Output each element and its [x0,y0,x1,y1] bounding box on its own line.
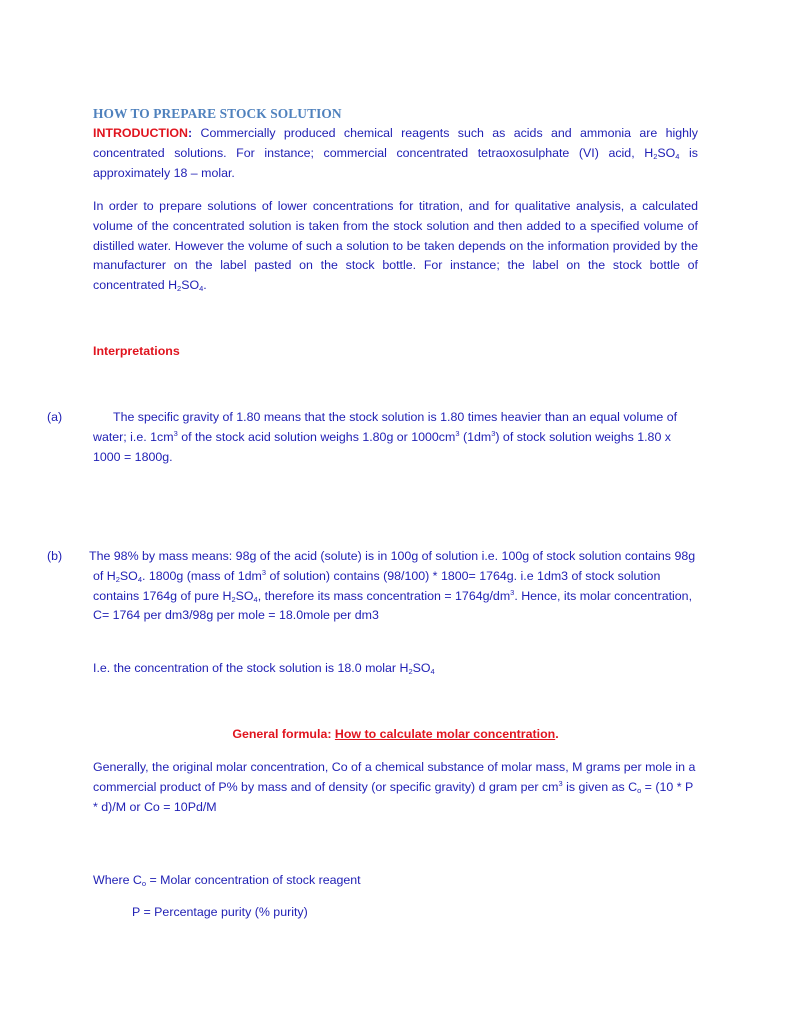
where-line: Where $C_o$ = Molar concentration of stock reagent [93,873,361,888]
percentage-purity-line: P = Percentage purity (% purity) [132,905,308,919]
molar-concentration-link[interactable]: How to calculate molar concentration [334,727,556,741]
concentration-summary: I.e. the concentration of the stock solution is 18.0 molar $H_2SO_4$ [93,661,435,676]
intro-paragraph: INTRODUCTION: Commercially produced chemical reagents such as acids and ammonia are highly concentrated solutions. For instance; commercial concentrated tetraoxosulphate (VI) acid, $H_2SO_4$ is approximately 18 – molar. [93,126,698,180]
item-a-label: (a) [47,410,63,424]
page-title: HOW TO PREPARE STOCK SOLUTION [93,106,342,121]
item-b-label: (b) [47,549,63,563]
formula-paragraph: Generally, the original molar concentration, Co of a chemical substance of molar mass, M grams per mole in a commercial product of P% by mass and of density (or specific gravity) d gram per $cm^3$ is given as $C_o = (10 * P * d)/M$ or Co = 10Pd/M [93,760,696,814]
intro-colon: : [188,126,193,140]
item-a-text: The specific gravity of 1.80 means that the stock solution is 1.80 times heavier than an equal volume of water; i.e. $1cm^3$ of the stock acid solution weighs 1.80g or $1000cm^3$ $(1dm^3)$ of stock solution weighs 1.80 x 1000 = 1800g. [93,410,678,464]
item-b-text: The 98% by mass means: 98g of the acid (solute) is in 100g of solution i.e. 100g of stock solution contains 98g of $H_2SO_4$. 1800g (mass of $1dm^3$ of solution) contains (98/100) * 1800= 1764g. i.e 1dm3 of stock solution contains 1764g of pure $H_2SO_4$, therefore its mass concentration = $1764g/dm^3$. Hence, its molar concentration, C= 1764 per dm3/98g per mole = 18.0mole per dm3 [89,549,696,623]
intro-label: INTRODUCTION [93,126,188,140]
preparation-paragraph: In order to prepare solutions of lower concentrations for titration, and for qualitative analysis, a calculated volume of the concentrated solution is taken from the stock solution and then added to a specified volume of distilled water. However the volume of such a solution to be taken depends on the information provided by the manufacturer on the label pasted on the stock bottle. For instance; the label on the stock bottle of concentrated $H_2SO_4$. [93,199,698,294]
general-formula-heading: General formula: How to calculate molar concentration. [232,727,559,741]
interpretations-heading: Interpretations [93,344,180,358]
